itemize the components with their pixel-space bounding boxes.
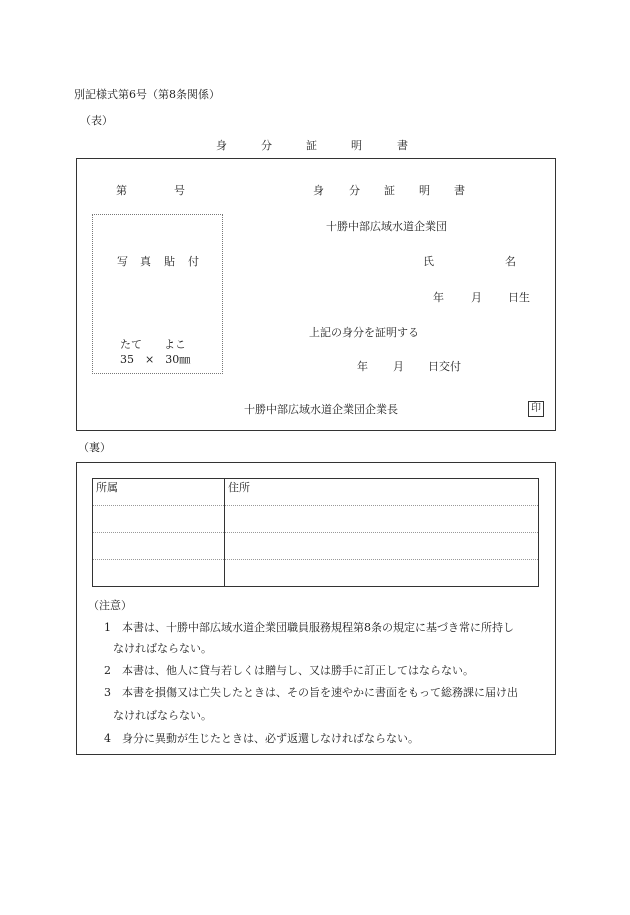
photo-label-char: 付: [188, 255, 199, 268]
certify-text: 上記の身分を証明する: [309, 326, 419, 339]
birth-month-label: 月: [471, 291, 482, 304]
name-label-first: 氏: [423, 255, 434, 268]
photo-label-char: 写: [117, 255, 128, 268]
seal-mark: 印: [528, 401, 544, 417]
number-label-first: 第: [116, 184, 127, 197]
title-char: 書: [397, 139, 408, 152]
photo-label-char: 貼: [164, 255, 175, 268]
front-label: （表）: [80, 114, 113, 127]
issuer-name: 十勝中部広域水道企業団企業長: [244, 403, 398, 416]
note-line: 1 本書は、十勝中部広域水道企業団職員服務規程第8条の規定に基づき常に所持し: [104, 621, 514, 634]
photo-size-value: 35 × 30㎜: [120, 353, 191, 366]
address-cell[interactable]: [225, 533, 539, 560]
birth-year-label: 年: [433, 291, 444, 304]
card-title-char: 証: [384, 184, 395, 197]
organization-name: 十勝中部広域水道企業団: [326, 220, 447, 233]
affiliation-header: 所属: [93, 479, 225, 506]
card-title-char: 身: [313, 184, 324, 197]
title-char: 身: [216, 139, 227, 152]
note-line: なければならない。: [113, 642, 212, 655]
note-line: なければならない。: [113, 709, 212, 722]
affiliation-cell[interactable]: [93, 533, 225, 560]
note-line: 2 本書は、他人に貸与若しくは贈与し、又は勝手に訂正してはならない。: [104, 664, 474, 677]
table-row: [93, 560, 539, 587]
note-line: 4 身分に異動が生じたときは、必ず返還しなければならない。: [104, 732, 419, 745]
address-header: 住所: [225, 479, 539, 506]
card-title-char: 明: [419, 184, 430, 197]
card-title-char: 書: [454, 184, 465, 197]
title-char: 明: [351, 139, 362, 152]
form-reference: 別記様式第6号（第8条関係）: [74, 88, 220, 101]
photo-size-label: たて よこ: [120, 338, 186, 351]
issue-year-label: 年: [357, 360, 368, 373]
address-cell[interactable]: [225, 506, 539, 533]
table-row: [93, 506, 539, 533]
affiliation-address-table: [92, 478, 539, 587]
back-label: （裏）: [78, 441, 111, 454]
photo-label-char: 真: [140, 255, 151, 268]
number-label-second: 号: [174, 184, 185, 197]
issue-month-label: 月: [393, 360, 404, 373]
title-char: 分: [261, 139, 272, 152]
address-cell[interactable]: [225, 560, 539, 587]
affiliation-cell[interactable]: [93, 560, 225, 587]
card-title-char: 分: [349, 184, 360, 197]
issue-day-label: 日交付: [428, 360, 461, 373]
birth-day-label: 日生: [508, 291, 530, 304]
table-row: [93, 533, 539, 560]
affiliation-cell[interactable]: [93, 506, 225, 533]
title-char: 証: [306, 139, 317, 152]
note-line: 3 本書を損傷又は亡失したときは、その旨を速やかに書面をもって総務課に届け出: [104, 686, 518, 699]
notes-title: （注意）: [88, 599, 132, 612]
name-label-second: 名: [505, 255, 516, 268]
